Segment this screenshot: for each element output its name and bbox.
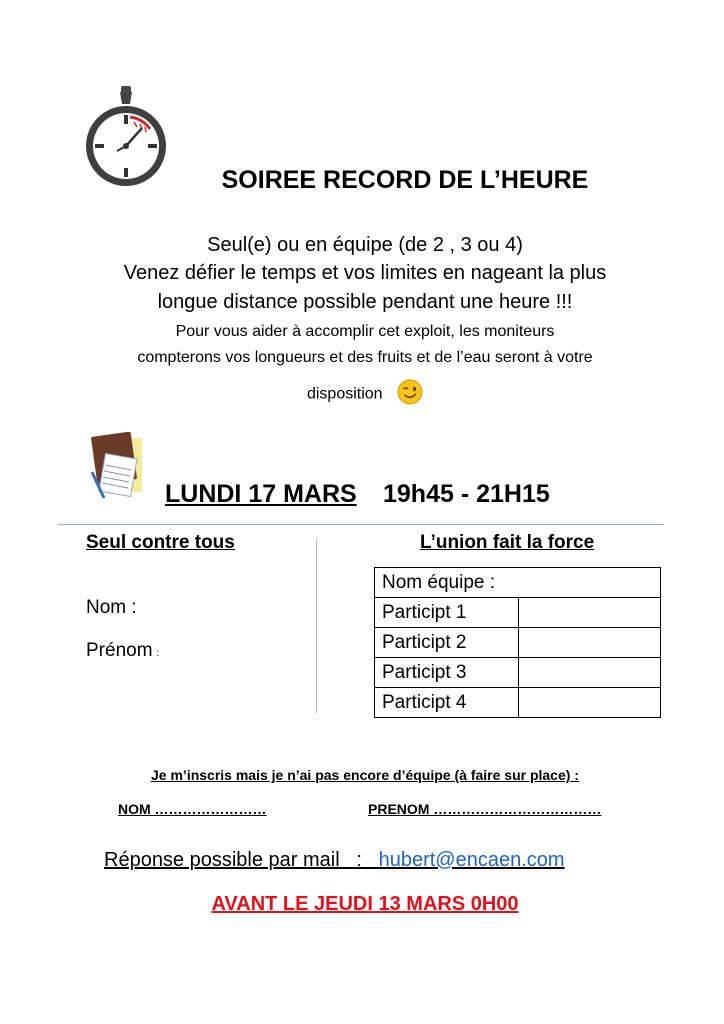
intro-line-3: longue distance possible pendant une heure !!! [157,291,573,313]
column-divider [316,538,317,714]
intro-line-2: Venez défier le temps et vos limites en nageant la plus [123,262,607,284]
participant-label: Participt 1 [375,598,519,628]
table-row [375,598,661,628]
no-team-notice: Je m’inscris mais je n’ai pas encore d’équipe (à faire sur place) : [151,767,579,783]
prenom-label [86,640,159,662]
intro-line-4: Pour vous aider à accomplir cet exploit, les moniteurs [175,323,555,340]
section-divider [58,524,664,525]
table-row [375,688,661,718]
prenom-label-text: Prénom [86,640,153,661]
participant-label: Participt 4 [375,688,519,718]
reply-text: Réponse possible par mail : [104,849,379,871]
page-title: SOIREE RECORD DE L’HEURE [221,166,589,194]
notebook-icon [88,432,144,502]
participant-field[interactable] [519,598,661,628]
participant-field[interactable] [519,658,661,688]
deadline-notice: AVANT LE JEUDI 13 MARS 0H00 [211,893,519,915]
prenom-fill-field: PRENOM ……………………………… [368,801,602,817]
prenom-colon: : [156,648,160,659]
stopwatch-icon [84,84,168,190]
solo-heading: Seul contre tous [86,532,235,553]
team-name-cell[interactable]: Nom équipe : [375,568,661,598]
participant-field[interactable] [519,688,661,718]
nom-fill-field: NOM …………………… [118,801,267,817]
reply-line [104,849,565,872]
table-row [375,628,661,658]
event-date: LUNDI 17 MARS [165,480,357,508]
nom-label: Nom : [86,597,137,618]
participant-label: Participt 2 [375,628,519,658]
intro-line-1: Seul(e) ou en équipe (de 2 , 3 ou 4) [207,234,523,256]
email-link[interactable]: hubert@encaen.com [378,849,565,871]
winking-face-icon [397,379,423,410]
intro-line-5: compterons vos longueurs et des fruits et de l’eau seront à votre [137,349,593,366]
intro-line-6-text: disposition [306,385,383,403]
team-table [374,567,661,718]
team-name-row [375,568,661,598]
participant-label: Participt 3 [375,658,519,688]
team-heading: L’union fait la force [420,532,595,553]
event-time: 19h45 - 21H15 [383,480,550,508]
table-row [375,658,661,688]
participant-field[interactable] [519,628,661,658]
intro-line-6 [70,379,660,410]
